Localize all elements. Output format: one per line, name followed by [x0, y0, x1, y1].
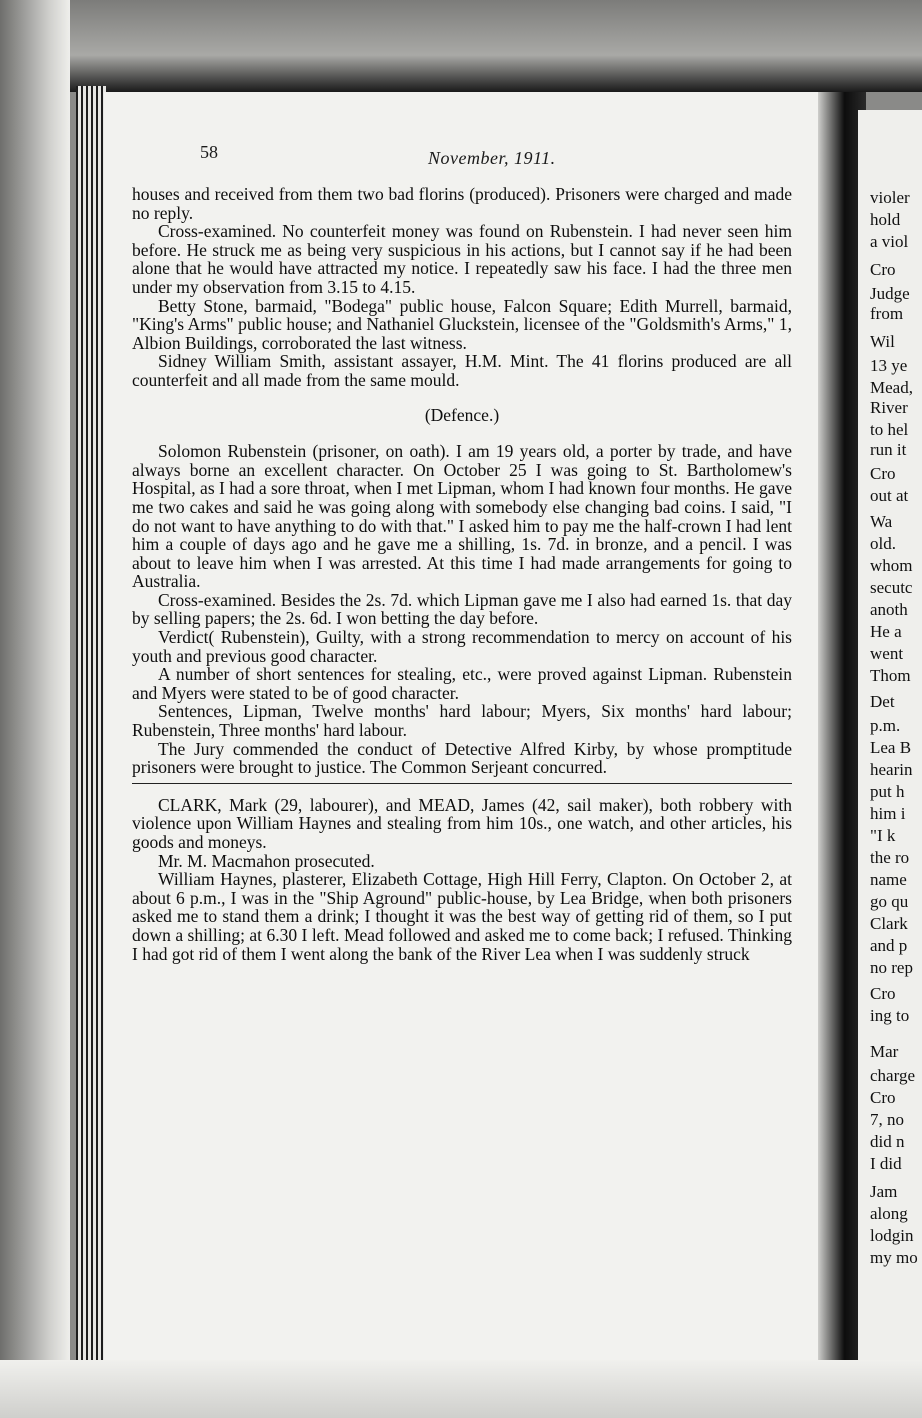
page-number: 58: [200, 142, 218, 162]
facing-page-fragment: Cro: [870, 1088, 896, 1107]
case-divider: [132, 783, 792, 784]
facing-page-fragment: Clark: [870, 914, 908, 933]
facing-page-fragment: 7, no: [870, 1110, 904, 1129]
book-page-edges: [76, 86, 106, 1376]
facing-page-fragment: Lea B: [870, 738, 912, 757]
facing-page-fragment: Mead,: [870, 378, 913, 397]
scan-left-margin: [0, 0, 70, 1418]
paragraph: The Jury commended the conduct of Detective Alfred Kirby, by whose promptitude prisoners were brought to justice. The Common Serjeant concurred.: [132, 738, 792, 778]
facing-page-fragment: charge: [870, 1066, 915, 1085]
facing-page-fragment: Det: [870, 692, 895, 711]
paragraph: Solomon Rubenstein (prisoner, on oath). I am 19 years old, a porter by trade, and have always borne an excellent character. On October 25 I was going to St. Bartholomew's Hospital, as I had a sore throat, when I met Lipman, whom I had known four months. He gave me two cakes and said he was going along with somebody else changing bad coins. I said, "I do not want to have anything to do with that." I asked him to pay me the half-crown I had lent him a couple of days ago and he gave me a shilling, 1s. 7d. in bronze, and a pencil. I was about to leave him when I was arrested. At this time I had made arrangements for going to Australia.: [132, 441, 792, 592]
facing-page-fragment: old.: [870, 534, 896, 553]
running-head: [200, 142, 800, 172]
facing-page-fragment: no rep: [870, 958, 913, 977]
facing-page-fragment: the ro: [870, 848, 910, 867]
paragraph: Betty Stone, barmaid, "Bodega" public house, Falcon Square; Edith Murrell, barmaid, "King's Arms" public house; and Nathaniel Gluckstein, licensee of the "Goldsmith's Arms," 1, Albion Buildings, corroborated the last witness.: [132, 295, 792, 353]
facing-page-fragment: put h: [870, 782, 905, 801]
facing-page-fragment: Mar: [870, 1042, 899, 1061]
facing-page-fragment: Cro: [870, 984, 896, 1003]
facing-page-fragment: Judge: [870, 284, 910, 303]
paragraph: Sentences, Lipman, Twelve months' hard labour; Myers, Six months' hard labour; Rubenstein, Three months' hard labour.: [132, 701, 792, 741]
scan-bottom-margin: [0, 1360, 922, 1418]
facing-page-fragment: lodgin: [870, 1226, 914, 1245]
running-title: November, 1911.: [428, 148, 556, 168]
facing-page-fragment: Wil: [870, 332, 895, 351]
facing-page-fragment: and p: [870, 936, 908, 955]
facing-page-fragment: along: [870, 1204, 908, 1223]
facing-page-fragment: ing to: [870, 1006, 910, 1025]
facing-page-fragment: Thom: [870, 666, 911, 685]
paragraph: A number of short sentences for stealing, etc., were proved against Lipman. Rubenstein and Myers were stated to be of good character.: [132, 664, 792, 703]
facing-page-fragment: whom: [870, 556, 913, 575]
facing-page-fragment: went: [870, 644, 904, 663]
facing-page-fragment: Wa: [870, 512, 893, 531]
scan-top-margin: [0, 0, 922, 92]
facing-page-fragment: hold: [870, 210, 901, 229]
facing-page-fragment: River: [870, 398, 908, 417]
paragraph: Cross-examined. No counterfeit money was found on Rubenstein. I had never seen him before. He struck me as being very suspicious in his actions, but I cannot say if he had been alone that he would have attracted my notice. I repeatedly saw his face. I had the three men under my observation from 3.15 to 4.15.: [132, 221, 792, 297]
paragraph: Sidney William Smith, assistant assayer, H.M. Mint. The 41 florins produced are all counterfeit and all made from the same mould.: [132, 351, 792, 390]
facing-page-fragment: He a: [870, 622, 902, 641]
facing-page-fragment: name: [870, 870, 907, 889]
paragraph: Mr. M. Macmahon prosecuted.: [158, 850, 375, 871]
facing-page-fragment: a viol: [870, 232, 909, 251]
facing-page: [858, 110, 922, 1360]
facing-page-fragment: my mo: [870, 1248, 918, 1267]
paragraph: Cross-examined. Besides the 2s. 7d. which Lipman gave me I also had earned 1s. that day by selling papers; the 2s. 6d. I won betting the day before.: [132, 589, 792, 629]
facing-page-fragment: Jam: [870, 1182, 898, 1201]
facing-page-fragment: out at: [870, 486, 909, 505]
facing-page-fragment: Cro: [870, 464, 896, 483]
main-text: [132, 185, 792, 963]
section-heading: (Defence.): [424, 404, 500, 425]
facing-page-fragment: 13 ye: [870, 356, 908, 375]
facing-page-fragment: from: [870, 304, 904, 323]
facing-page-fragment: violer: [870, 188, 910, 207]
facing-page-fragment: did n: [870, 1132, 905, 1151]
facing-page-fragment: go qu: [870, 892, 909, 911]
facing-page-fragment: anoth: [870, 600, 908, 619]
paragraph: houses and received from them two bad florins (produced). Prisoners were charged and made no reply.: [132, 184, 792, 223]
facing-page-fragment: him i: [870, 804, 906, 823]
facing-page-fragment: p.m.: [870, 716, 901, 735]
facing-page-fragment: hearin: [870, 760, 913, 779]
paragraph: William Haynes, plasterer, Elizabeth Cottage, High Hill Ferry, Clapton. On October 2, at about 6 p.m., I was in the "Ship Aground" public-house, by Lea Bridge, when both prisoners asked me to stand them a drink; I thought it was the best way of getting rid of them, so I put down a shilling; at 6.30 I left. Mead followed and asked me to come back; I refused. Thinking I had got rid of them I went along the bank of the River Lea when I was suddenly struck: [132, 869, 792, 964]
facing-page-fragment: I did: [870, 1154, 902, 1173]
facing-page-fragment: run it: [870, 440, 907, 459]
facing-page-fragment: to hel: [870, 420, 909, 439]
facing-page-fragment: secutc: [870, 578, 913, 597]
facing-page-fragment: Cro: [870, 260, 896, 279]
paragraph: CLARK, Mark (29, labourer), and MEAD, James (42, sail maker), both robbery with violence upon William Haynes and stealing from him 10s., one watch, and other articles, his goods and moneys.: [132, 794, 792, 852]
paragraph: Verdict( Rubenstein), Guilty, with a strong recommendation to mercy on account of his youth and previous good character.: [132, 627, 792, 666]
facing-page-fragment: "I k: [870, 826, 896, 845]
